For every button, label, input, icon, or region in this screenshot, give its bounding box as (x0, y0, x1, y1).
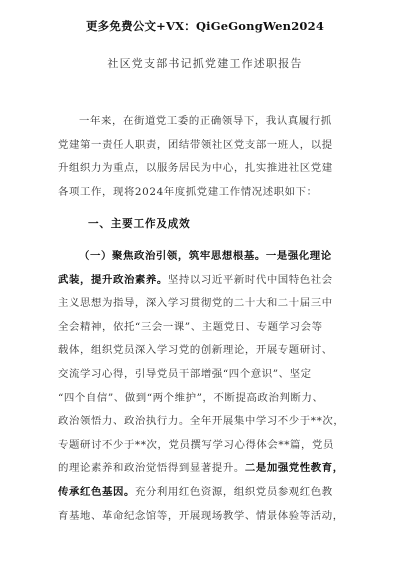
body-line (58, 410, 350, 434)
work-results-paragraph (58, 245, 350, 528)
intro-line: 升组织力为重点，以服务居民为中心，扎实推进社区党建 (58, 162, 333, 175)
bold-text-run: （一）聚焦政治引领，筑牢思想根基。一是强化理论 (79, 250, 332, 262)
bold-text-run: 传承红色基因。 (58, 485, 135, 498)
body-line (58, 434, 350, 458)
text-run: 坚持以习近平新时代中国特色社会 (167, 273, 333, 286)
body-line (58, 339, 350, 363)
body-line (58, 481, 350, 505)
text-run: 交流学习心得，引导党员干部增强“四个意识”、坚定 (58, 367, 312, 380)
promo-header-line: 更多免费公文+VX：QiGeGongWen2024 (85, 19, 325, 33)
body-line (58, 269, 350, 293)
body-line (58, 457, 350, 481)
text-run: 全会精神，依托“三会一课”、主题党日、专题学习会等 (58, 320, 323, 333)
bold-text-run: 武装，提升政治素养。 (58, 273, 168, 286)
intro-line: 一年来，在街道党工委的正确领导下，我认真履行抓 (79, 115, 332, 127)
text-run: 政治领悟力、政治执行力。全年开展集中学习不少于**次， (58, 415, 345, 428)
intro-paragraph (58, 110, 350, 204)
text-run: 的理论素养和政治觉悟得到显著提升。 (58, 462, 245, 475)
body-line (58, 387, 350, 411)
text-run: 育基地、革命纪念馆等，开展现场教学、情景体验等活动， (58, 509, 344, 522)
body-line (58, 363, 350, 387)
body-line (58, 505, 350, 529)
text-run: “四个自信”、做到“两个维护”，不断提高政治判断力、 (58, 391, 324, 404)
text-run: 专题研讨不少于**次，党员撰写学习心得体会**篇，党员 (58, 438, 334, 451)
section-heading: 一、主要工作及成效 (88, 218, 191, 230)
body-line (58, 292, 350, 316)
intro-line: 各项工作，现将2024年度抓党建工作情况述职如下： (58, 185, 318, 198)
text-run: 载体，组织党员深入学习党的创新理论，开展专题研讨、 (58, 344, 333, 357)
document-title: 社区党支部书记抓党建工作述职报告 (107, 57, 303, 70)
text-run: 主义思想为指导，深入学习贯彻党的二十大和二十届三中 (58, 297, 333, 310)
body-line (58, 245, 350, 269)
text-run: 充分利用红色资源，组织党员参观红色教 (134, 485, 333, 498)
intro-line: 党建第一责任人职责，团结带领社区党支部一班人，以提 (58, 138, 333, 151)
bold-text-run: 二是加强党性教育， (244, 462, 344, 475)
body-line (58, 316, 350, 340)
